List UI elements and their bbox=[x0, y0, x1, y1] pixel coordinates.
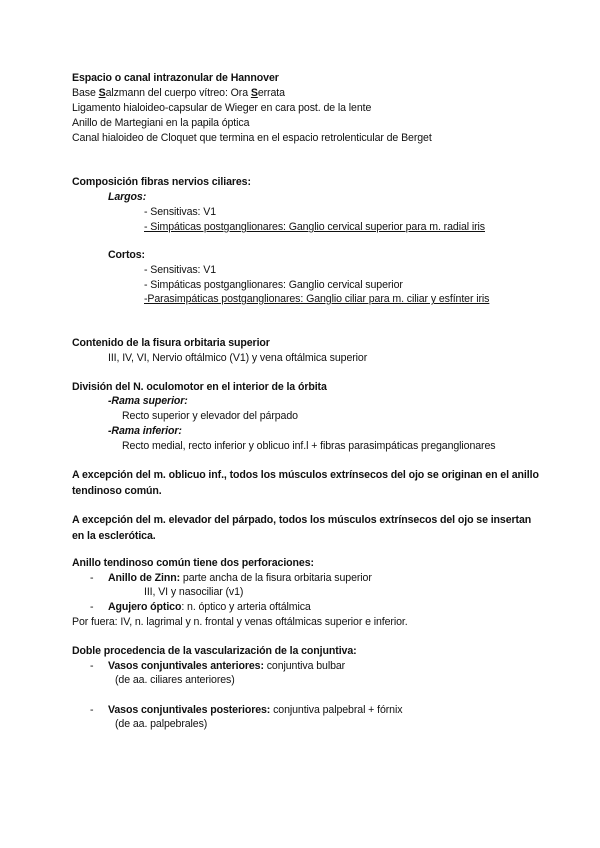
dash-bullet: - bbox=[90, 660, 94, 672]
heading-anillo-tendinoso: Anillo tendinoso común tiene dos perforaciones: bbox=[72, 557, 314, 569]
vasos-posteriores-body: conjuntiva palpebral + fórnix bbox=[270, 704, 403, 716]
text-fragment: errata bbox=[257, 87, 285, 99]
cortos-parasimpaticas: -Parasimpáticas postganglionares: Ganglio ciliar para m. ciliar y esfínter iris bbox=[144, 293, 490, 305]
line-cloquet: Canal hialoideo de Cloquet que termina en el espacio retrolenticular de Berget bbox=[72, 132, 432, 144]
rama-inferior-body: Recto medial, recto inferior y oblicuo inf.l + fibras parasimpáticas preganglionares bbox=[122, 440, 496, 452]
heading-nervios-ciliares: Composición fibras nervios ciliares: bbox=[72, 176, 251, 188]
paragraph-oblicuo: A excepción del m. oblicuo inf., todos los músculos extrínsecos del ojo se originan en el anillo tendinoso común. bbox=[72, 469, 539, 497]
vasos-anteriores-body: conjuntiva bulbar bbox=[263, 660, 346, 672]
agujero-optico-body: : n. óptico y arteria oftálmica bbox=[181, 601, 311, 613]
line-salzmann bbox=[72, 87, 285, 100]
heading-hannover: Espacio o canal intrazonular de Hannover bbox=[72, 72, 279, 84]
text-fragment: alzmann del cuerpo vítreo: Ora bbox=[105, 87, 251, 99]
largos-sensitivas: - Sensitivas: V1 bbox=[144, 206, 216, 218]
fisura-contenido: III, IV, VI, Nervio oftálmico (V1) y vena oftálmica superior bbox=[108, 352, 368, 364]
heading-fisura-orbitaria: Contenido de la fisura orbitaria superior bbox=[72, 337, 270, 349]
dash-bullet: - bbox=[90, 572, 94, 584]
text-fragment: Base bbox=[72, 87, 99, 99]
label-cortos: Cortos: bbox=[108, 249, 145, 261]
item-vasos-posteriores bbox=[108, 704, 402, 717]
label-rama-inferior: -Rama inferior: bbox=[108, 425, 182, 437]
line-martegiani: Anillo de Martegiani en la papila óptica bbox=[72, 117, 250, 129]
label-largos: Largos: bbox=[108, 191, 147, 203]
dash-bullet: - bbox=[90, 704, 94, 716]
item-anillo-zinn bbox=[108, 572, 372, 585]
item-agujero-optico bbox=[108, 601, 311, 614]
anillo-zinn-body: parte ancha de la fisura orbitaria superior bbox=[180, 572, 372, 584]
largos-simpaticas: - Simpáticas postganglionares: Ganglio cervical superior para m. radial iris bbox=[144, 221, 485, 233]
heading-vascularizacion: Doble procedencia de la vascularización de la conjuntiva: bbox=[72, 645, 357, 657]
label-agujero-optico: Agujero óptico bbox=[108, 601, 182, 613]
vasos-posteriores-sub: (de aa. palpebrales) bbox=[115, 718, 208, 730]
rama-superior-body: Recto superior y elevador del párpado bbox=[122, 410, 298, 422]
line-por-fuera: Por fuera: IV, n. lagrimal y n. frontal y venas oftálmicas superior e inferior. bbox=[72, 616, 408, 628]
underlined-letter: S bbox=[250, 87, 258, 99]
label-vasos-anteriores: Vasos conjuntivales anteriores: bbox=[108, 660, 264, 672]
vasos-anteriores-sub: (de aa. ciliares anteriores) bbox=[115, 674, 235, 686]
dash-bullet: - bbox=[90, 601, 94, 613]
cortos-sensitivas: - Sensitivas: V1 bbox=[144, 264, 216, 276]
label-vasos-posteriores: Vasos conjuntivales posteriores: bbox=[108, 704, 271, 716]
anillo-zinn-sub: III, VI y nasociliar (v1) bbox=[144, 586, 244, 598]
line-wieger: Ligamento hialoideo-capsular de Wieger en cara post. de la lente bbox=[72, 102, 372, 114]
cortos-simpaticas: - Simpáticas postganglionares: Ganglio cervical superior bbox=[144, 279, 403, 291]
underlined-letter: S bbox=[98, 87, 106, 99]
item-vasos-anteriores bbox=[108, 660, 345, 673]
heading-oculomotor: División del N. oculomotor en el interior de la órbita bbox=[72, 381, 327, 393]
label-anillo-zinn: Anillo de Zinn: bbox=[108, 572, 181, 584]
label-rama-superior: -Rama superior: bbox=[108, 395, 188, 407]
paragraph-elevador: A excepción del m. elevador del párpado, todos los músculos extrínsecos del ojo se insertan en la esclerótica. bbox=[72, 514, 532, 542]
